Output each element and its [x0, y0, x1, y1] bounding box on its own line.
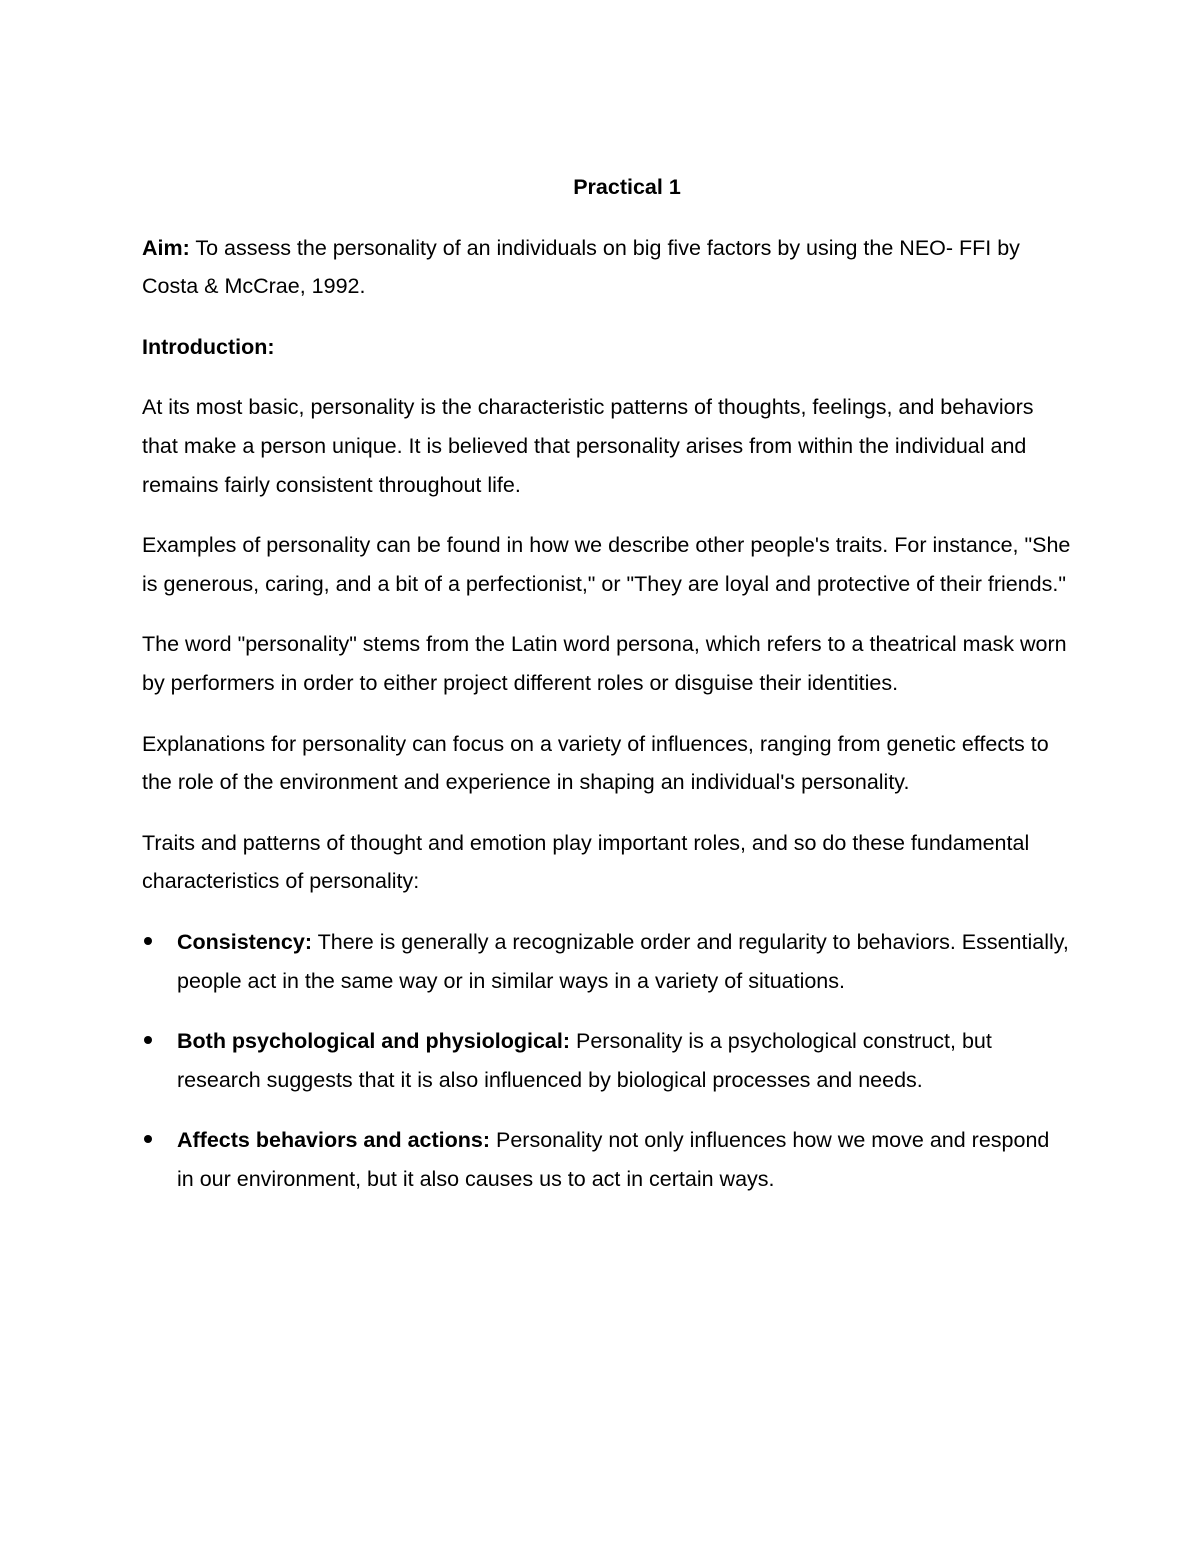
- paragraph-examples: Examples of personality can be found in how we describe other people's traits. For instance, "She is generous, caring, and a bit of a perfectionist," or "They are loyal and protective of their friends.": [142, 533, 1071, 596]
- aim-paragraph: [142, 229, 1072, 306]
- document-body: [142, 168, 1072, 1220]
- paragraph-etymology: The word "personality" stems from the Latin word persona, which refers to a theatrical mask worn by performers in order to either project different roles or disguise their identities.: [142, 632, 1067, 695]
- paragraph-explanations: Explanations for personality can focus on a variety of influences, ranging from genetic effects to the role of the environment and experience in shaping an individual's personality.: [142, 731, 1049, 795]
- document-title: Practical 1: [573, 175, 681, 199]
- bullet-icon: [144, 1036, 152, 1044]
- list-item-label: Both psychological and physiological:: [177, 1029, 571, 1054]
- bullet-icon: [144, 1135, 152, 1143]
- list-item: [142, 1121, 1072, 1198]
- list-item-label: Affects behaviors and actions:: [177, 1128, 491, 1153]
- list-item: [142, 923, 1072, 1000]
- list-item-text: Personality is a psychological construct, but research suggests that it is also influenced by biological processes and needs.: [177, 1029, 992, 1092]
- characteristics-list: [142, 923, 1072, 1199]
- paragraph-characteristics-intro: Traits and patterns of thought and emotion play important roles, and so do these fundamental characteristics of personality:: [142, 830, 1030, 894]
- aim-text: To assess the personality of an individuals on big five factors by using the NEO- FFI by Costa & McCrae, 1992.: [142, 235, 1020, 299]
- bullet-icon: [144, 937, 152, 945]
- paragraph-definition: At its most basic, personality is the characteristic patterns of thoughts, feelings, and behaviors that make a person unique. It is believed that personality arises from within the individual and remains fairly consistent throughout life.: [142, 395, 1034, 497]
- list-item-label: Consistency:: [177, 929, 313, 954]
- introduction-heading: Introduction:: [142, 334, 275, 359]
- aim-label: Aim:: [142, 235, 190, 260]
- list-item-text: Personality not only influences how we move and respond in our environment, but it also causes us to act in certain ways.: [177, 1128, 1050, 1191]
- list-item: [142, 1022, 1072, 1099]
- list-item-text: There is generally a recognizable order and regularity to behaviors. Essentially, people act in the same way or in similar ways in a variety of situations.: [177, 929, 1069, 993]
